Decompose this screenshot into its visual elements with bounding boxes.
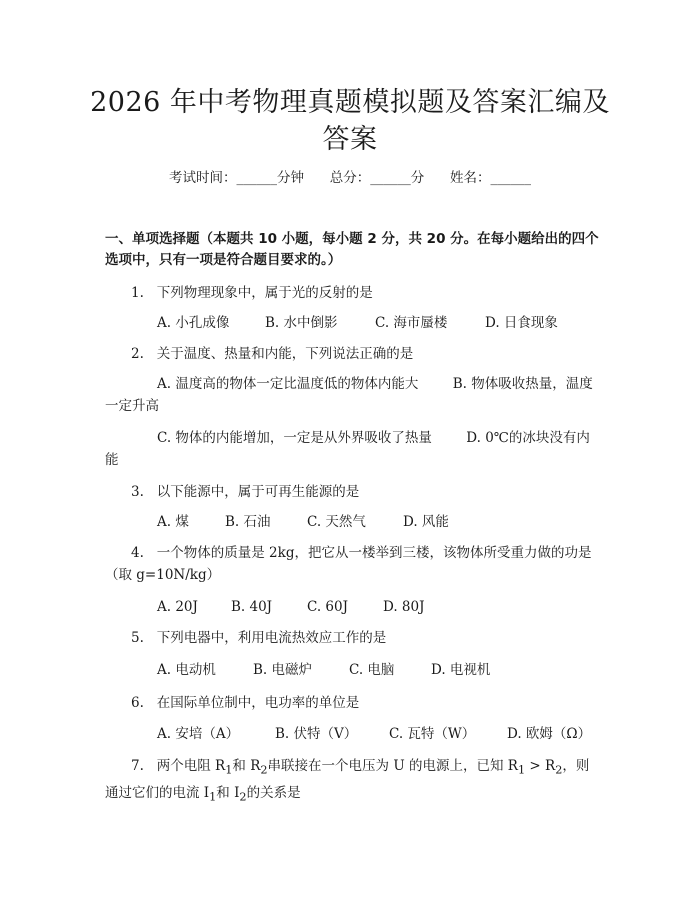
option-b: B. 伏特（V） bbox=[275, 726, 358, 742]
option-a: A. 电动机 bbox=[157, 662, 216, 678]
option-d: D. 欧姆（Ω） bbox=[507, 726, 592, 742]
stem-text: 和 R bbox=[232, 758, 261, 774]
question-3-options bbox=[105, 511, 600, 533]
score-label: 总分： bbox=[329, 170, 371, 186]
question-stem: 一个物体的质量是 2kg，把它从一楼举到三楼，该物体所受重力做的功是（取 g=10N/kg） bbox=[105, 545, 592, 583]
option-b: B. 40J bbox=[231, 599, 273, 615]
option-d: D. 日食现象 bbox=[485, 315, 558, 331]
question-stem bbox=[105, 758, 590, 804]
option-c: C. 60J bbox=[307, 599, 349, 615]
option-b: B. 电磁炉 bbox=[253, 662, 313, 678]
question-number: 5. bbox=[131, 630, 144, 646]
option-c: C. 电脑 bbox=[349, 662, 395, 678]
section-heading: 一、单项选择题（本题共 10 小题，每小题 2 分，共 20 分。在每小题给出的四个选项中，只有一项是符合题目要求的。） bbox=[105, 231, 599, 268]
option-c: C. 海市蜃楼 bbox=[375, 315, 448, 331]
question-1-options bbox=[105, 312, 600, 334]
time-unit: 分钟 bbox=[277, 170, 304, 186]
question-3 bbox=[105, 481, 600, 503]
question-number: 4. bbox=[131, 545, 144, 561]
score-unit: 分 bbox=[410, 170, 425, 186]
exam-info-line bbox=[0, 168, 700, 188]
question-6 bbox=[105, 692, 600, 714]
option-a: A. 温度高的物体一定比温度低的物体内能大 bbox=[157, 376, 419, 392]
question-5 bbox=[105, 627, 600, 649]
question-2-options-cd bbox=[105, 427, 600, 471]
stem-text: > R bbox=[525, 758, 556, 774]
subscript: 2 bbox=[239, 790, 247, 804]
question-2 bbox=[105, 343, 600, 365]
name-blank: ______ bbox=[490, 170, 531, 186]
stem-text: 两个电阻 R bbox=[156, 758, 226, 774]
question-stem: 关于温度、热量和内能，下列说法正确的是 bbox=[156, 346, 414, 362]
page-title: 2026 年中考物理真题模拟题及答案汇编及答案 bbox=[90, 87, 610, 155]
option-c: C. 天然气 bbox=[307, 514, 366, 530]
question-5-options bbox=[105, 659, 600, 681]
option-b: B. 水中倒影 bbox=[265, 315, 338, 331]
score-blank: ______ bbox=[370, 170, 411, 186]
subscript: 2 bbox=[260, 763, 268, 777]
option-b: B. 石油 bbox=[225, 514, 271, 530]
stem-text: ，则通过它们的电流 I bbox=[105, 758, 590, 801]
subscript: 2 bbox=[555, 763, 563, 777]
option-d: D. 风能 bbox=[403, 514, 449, 530]
option-a: A. 安培（A） bbox=[157, 726, 240, 742]
time-label: 考试时间： bbox=[169, 170, 237, 186]
question-stem: 以下能源中，属于可再生能源的是 bbox=[156, 484, 360, 500]
option-c: C. 瓦特（W） bbox=[389, 726, 476, 742]
question-number: 6. bbox=[131, 695, 144, 711]
question-6-options bbox=[105, 723, 600, 745]
subscript: 1 bbox=[517, 763, 526, 777]
option-a: A. 20J bbox=[157, 599, 198, 615]
time-blank: ______ bbox=[236, 170, 277, 186]
option-b: B. 物体吸收热量，温度一定升高 bbox=[105, 376, 593, 414]
question-number: 3. bbox=[131, 484, 144, 500]
option-d: D. 0℃的冰块没有内能 bbox=[105, 430, 590, 468]
question-stem: 在国际单位制中，电功率的单位是 bbox=[156, 695, 360, 711]
question-1 bbox=[105, 282, 600, 304]
question-number: 2. bbox=[131, 346, 144, 362]
option-d: D. 80J bbox=[383, 599, 425, 615]
question-4 bbox=[105, 542, 600, 586]
question-stem: 下列物理现象中，属于光的反射的是 bbox=[156, 285, 373, 301]
option-a: A. 煤 bbox=[157, 514, 189, 530]
option-d: D. 电视机 bbox=[431, 662, 491, 678]
question-stem: 下列电器中，利用电流热效应工作的是 bbox=[156, 630, 387, 646]
question-number: 1. bbox=[131, 285, 144, 301]
question-4-options bbox=[105, 596, 600, 618]
stem-text: 和 I bbox=[216, 784, 240, 801]
stem-text: 串联接在一个电压为 U 的电源上，已知 R bbox=[267, 758, 518, 774]
subscript: 1 bbox=[209, 790, 217, 804]
option-a: A. 小孔成像 bbox=[157, 315, 230, 331]
question-7 bbox=[105, 755, 600, 808]
option-c: C. 物体的内能增加，一定是从外界吸收了热量 bbox=[157, 430, 432, 446]
name-label: 姓名： bbox=[450, 170, 491, 186]
subscript: 1 bbox=[225, 763, 233, 777]
stem-text: 的关系是 bbox=[246, 784, 301, 801]
question-2-options-ab bbox=[105, 373, 600, 417]
question-number: 7. bbox=[131, 758, 144, 774]
